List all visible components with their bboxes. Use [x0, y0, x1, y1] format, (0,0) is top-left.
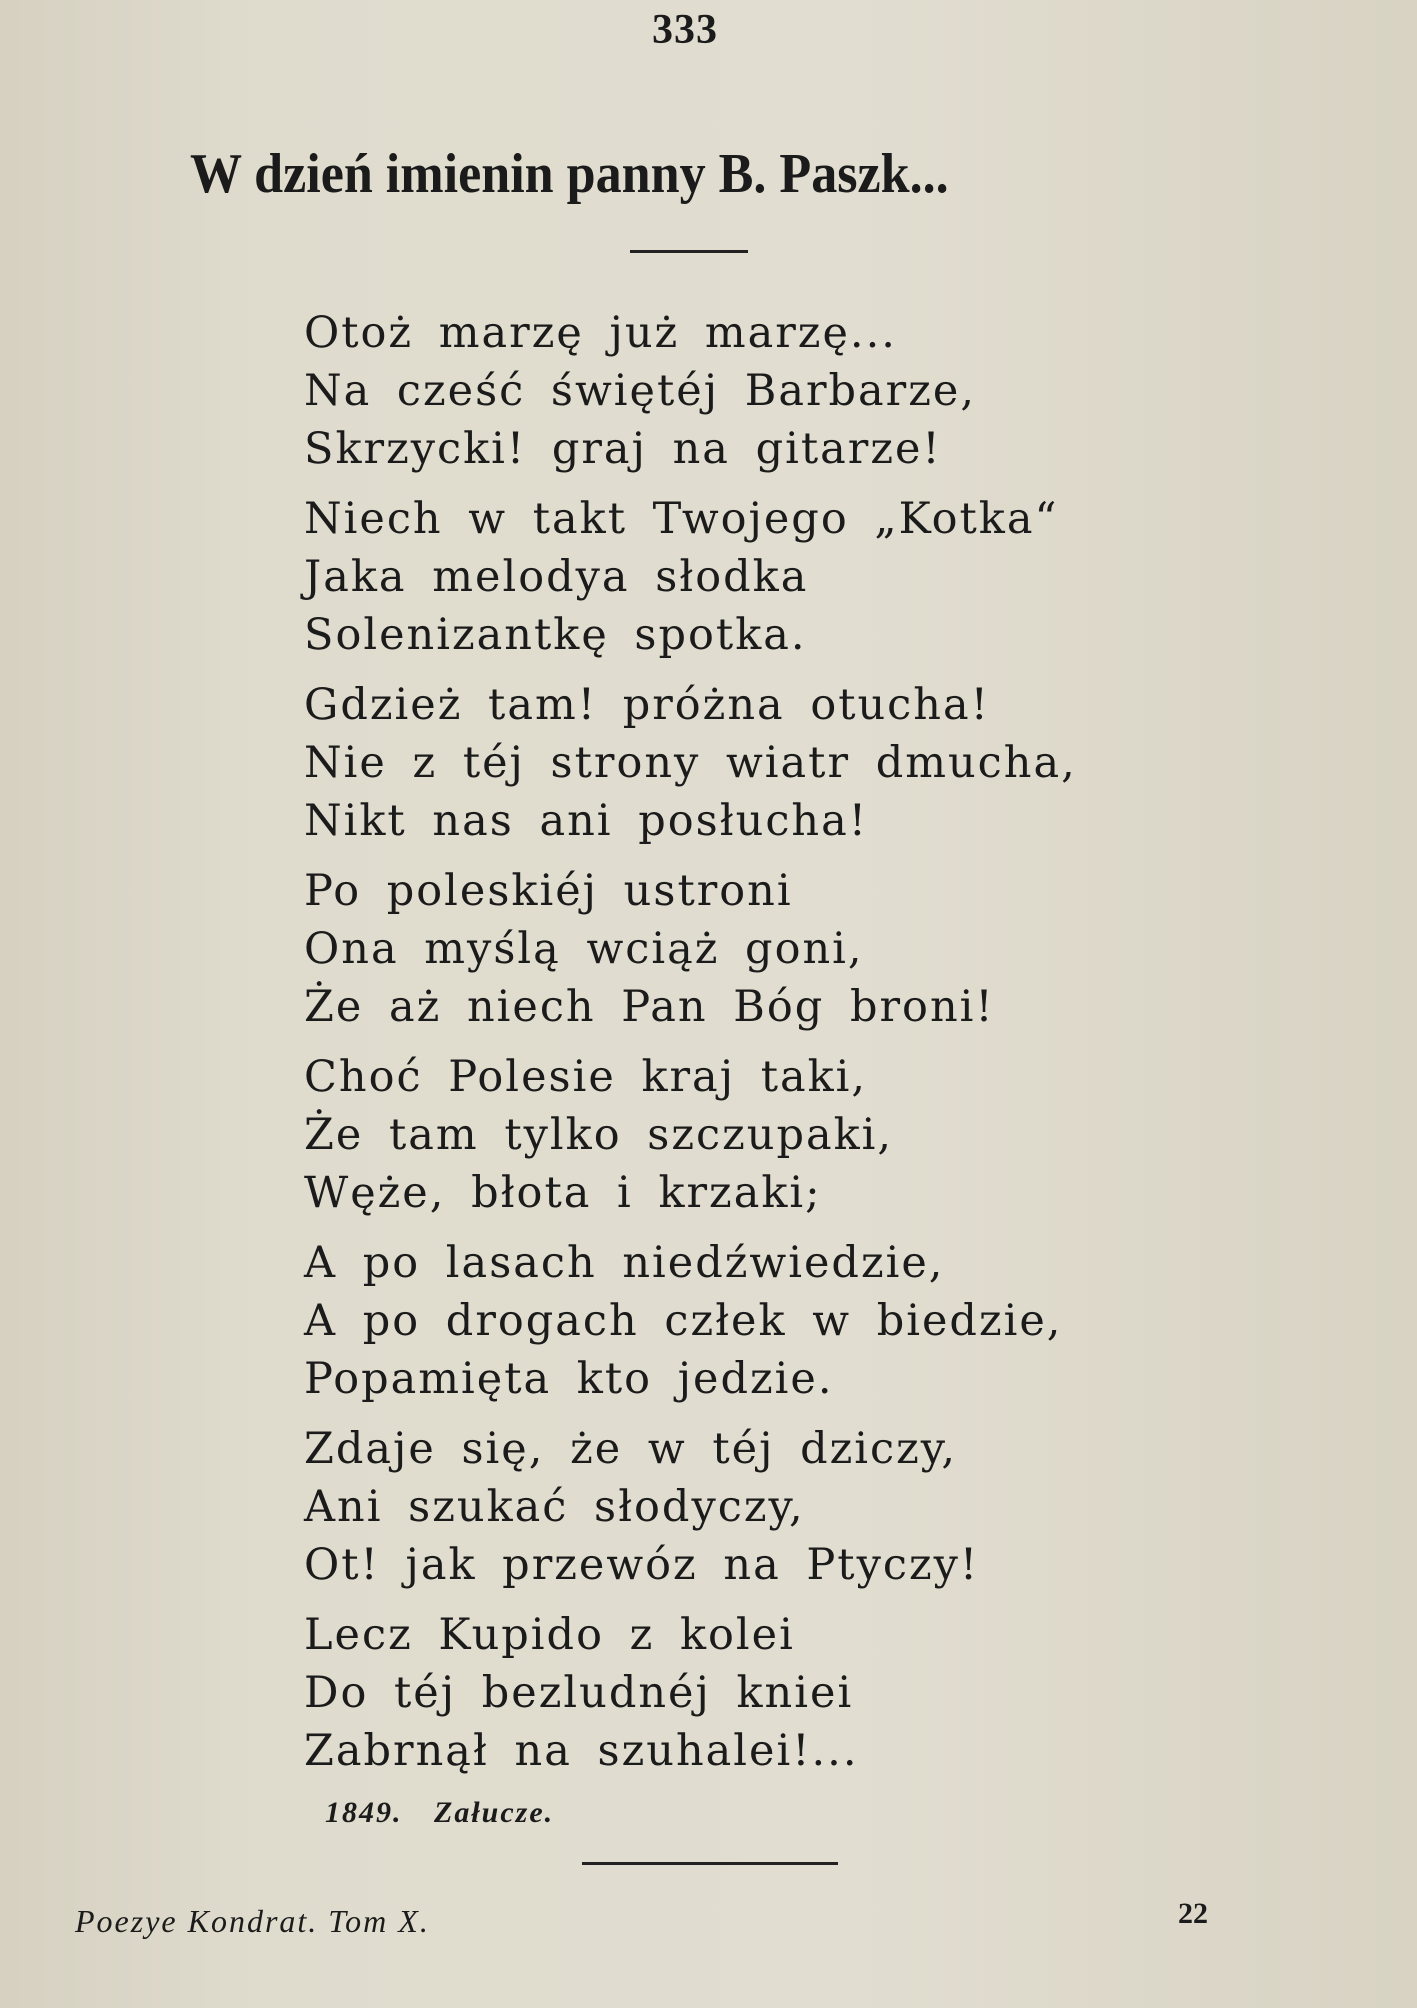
- page-number: 333: [652, 7, 718, 53]
- poem-line: Ot! jak przewóz na Ptyczy!: [304, 1540, 980, 1590]
- poem-line: Zdaje się, że w téj dziczy,: [304, 1424, 957, 1474]
- poem-line: Lecz Kupido z kolei: [304, 1610, 795, 1660]
- poem-line: Że tam tylko szczupaki,: [304, 1110, 894, 1160]
- poem-line: Jaka melodya słodka: [304, 552, 809, 602]
- stanza: [304, 862, 1164, 1036]
- stanza: [304, 1048, 1164, 1222]
- poem-line: Po poleskiéj ustroni: [304, 866, 793, 916]
- signature-year: 1849.: [325, 1796, 403, 1829]
- poem-line: Do téj bezludnéj kniei: [304, 1668, 854, 1718]
- end-divider: [582, 1862, 838, 1865]
- poem-line: Nikt nas ani posłucha!: [304, 796, 869, 846]
- poem-line: Popamięta kto jedzie.: [304, 1354, 834, 1404]
- poem-line: Choć Polesie kraj taki,: [304, 1052, 868, 1102]
- stanza: [304, 1420, 1164, 1594]
- poem-line: Skrzycki! graj na gitarze!: [304, 424, 942, 474]
- poem-line: Ona myślą wciąż goni,: [304, 924, 864, 974]
- poem-line: Że aż niech Pan Bóg broni!: [304, 982, 995, 1032]
- poem-line: Gdzież tam! próżna otucha!: [304, 680, 990, 730]
- stanza: [304, 490, 1164, 664]
- footer-book-title: Poezye Kondrat. Tom X.: [75, 1903, 430, 1939]
- stanza: [304, 1606, 1164, 1780]
- poem-line: Zabrnął na szuhalei!...: [304, 1726, 859, 1776]
- signature-place: Załucze.: [434, 1796, 555, 1829]
- poem-signature: [325, 1796, 576, 1830]
- poem-body: [304, 304, 1164, 1792]
- poem-line: Ani szukać słodyczy,: [304, 1482, 805, 1532]
- stanza: [304, 676, 1164, 850]
- poem-line: Na cześć świętéj Barbarze,: [304, 366, 977, 416]
- poem-line: Otoż marzę już marzę...: [304, 308, 897, 358]
- poem-title: W dzień imienin panny B. Paszk...: [190, 143, 949, 205]
- stanza: [304, 304, 1164, 478]
- footer-signature-mark: 22: [1178, 1897, 1208, 1930]
- poem-line: Solenizantkę spotka.: [304, 610, 807, 660]
- stanza: [304, 1234, 1164, 1408]
- poem-line: Niech w takt Twojego „Kotka“: [304, 494, 1059, 544]
- title-divider: [630, 250, 748, 253]
- poem-line: A po lasach niedźwiedzie,: [304, 1238, 945, 1288]
- poem-line: Nie z téj strony wiatr dmucha,: [304, 738, 1077, 788]
- poem-line: A po drogach człek w biedzie,: [304, 1296, 1063, 1346]
- poem-line: Węże, błota i krzaki;: [304, 1168, 822, 1218]
